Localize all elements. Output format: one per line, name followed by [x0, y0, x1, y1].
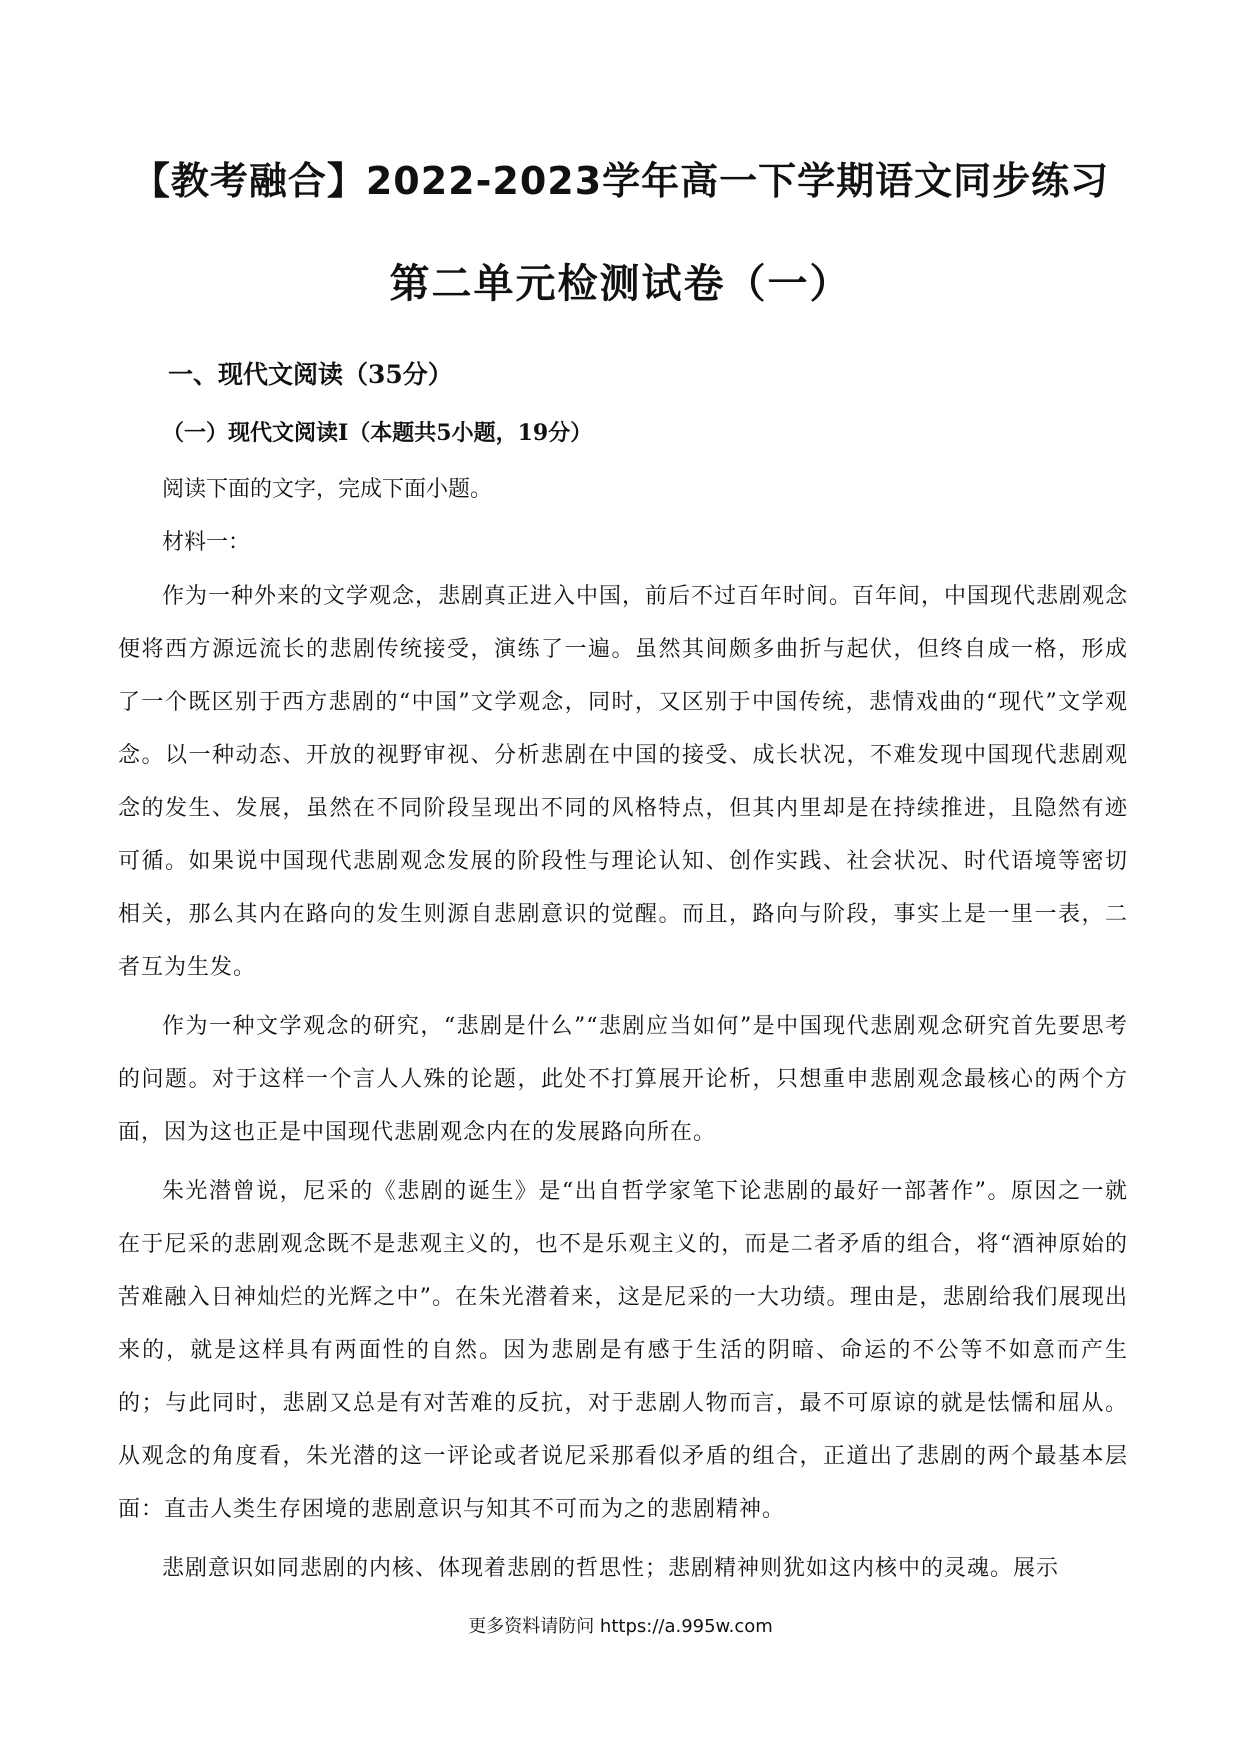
document-subtitle: 第二单元检测试卷（一） — [389, 261, 852, 307]
material-label: 材料一： — [162, 530, 251, 555]
paragraph: 作为一种外来的文学观念，悲剧真正进入中国，前后不过百年时间。百年间，中国现代悲剧观念便将西方源远流长的悲剧传统接受，演练了一遍。虽然其间颇多曲折与起伏，但终自成一格，形成了一个既区别于西方悲剧的“中国”文学观念，同时，又区别于中国传统，悲情戏曲的“现代”文学观念。以一种动态、开放的视野审视、分析悲剧在中国的接受、成长状况，不难发现中国现代悲剧观念的发生、发展，虽然在不同阶段呈现出不同的风格特点，但其内里却是在持续推进，且隐然有迹可循。如果说中国现代悲剧观念发展的阶段性与理论认知、创作实践、社会状况、时代语境等密切相关，那么其内在路向的发生则源自悲剧意识的觉醒。而且，路向与阶段，事实上是一里一表，二者互为生发。 — [118, 584, 1129, 980]
subsection-heading: （一）现代文阅读Ⅰ（本题共5小题，19分） — [162, 420, 593, 446]
passage-body — [118, 570, 1128, 1601]
paragraph: 作为一种文学观念的研究，“悲剧是什么”“悲剧应当如何”是中国现代悲剧观念研究首先要思考的问题。对于这样一个言人人殊的论题，此处不打算展开论析，只想重申悲剧观念最核心的两个方面，因为这也正是中国现代悲剧观念内在的发展路向所在。 — [118, 1014, 1128, 1145]
reading-instruction: 阅读下面的文字，完成下面小题。 — [162, 477, 493, 502]
footer-link-text: 更多资料请防问 https://a.995w.com — [468, 1616, 773, 1637]
paragraph: 朱光潜曾说，尼采的《悲剧的诞生》是“出自哲学家笔下论悲剧的最好一部著作”。原因之一就在于尼采的悲剧观念既不是悲观主义的，也不是乐观主义的，而是二者矛盾的组合，将“酒神原始的苦难融入日神灿烂的光辉之中”。在朱光潜着来，这是尼采的一大功绩。理由是，悲剧给我们展现出来的，就是这样具有两面性的自然。因为悲剧是有感于生活的阴暗、命运的不公等不如意而产生的；与此同时，悲剧又总是有对苦难的反抗，对于悲剧人物而言，最不可原谅的就是怯懦和屈从。从观念的角度看，朱光潜的这一评论或者说尼采那看似矛盾的组合，正道出了悲剧的两个最基本层面：直击人类生存困境的悲剧意识与知其不可而为之的悲剧精神。 — [118, 1179, 1128, 1522]
paragraph: 悲剧意识如同悲剧的内核、体现着悲剧的哲思性；悲剧精神则犹如这内核中的灵魂。展示 — [162, 1556, 1060, 1581]
document-title: 【教考融合】2022-2023学年高一下学期语文同步练习 — [131, 159, 1110, 203]
section-heading: 一、现代文阅读（35分） — [168, 360, 453, 389]
